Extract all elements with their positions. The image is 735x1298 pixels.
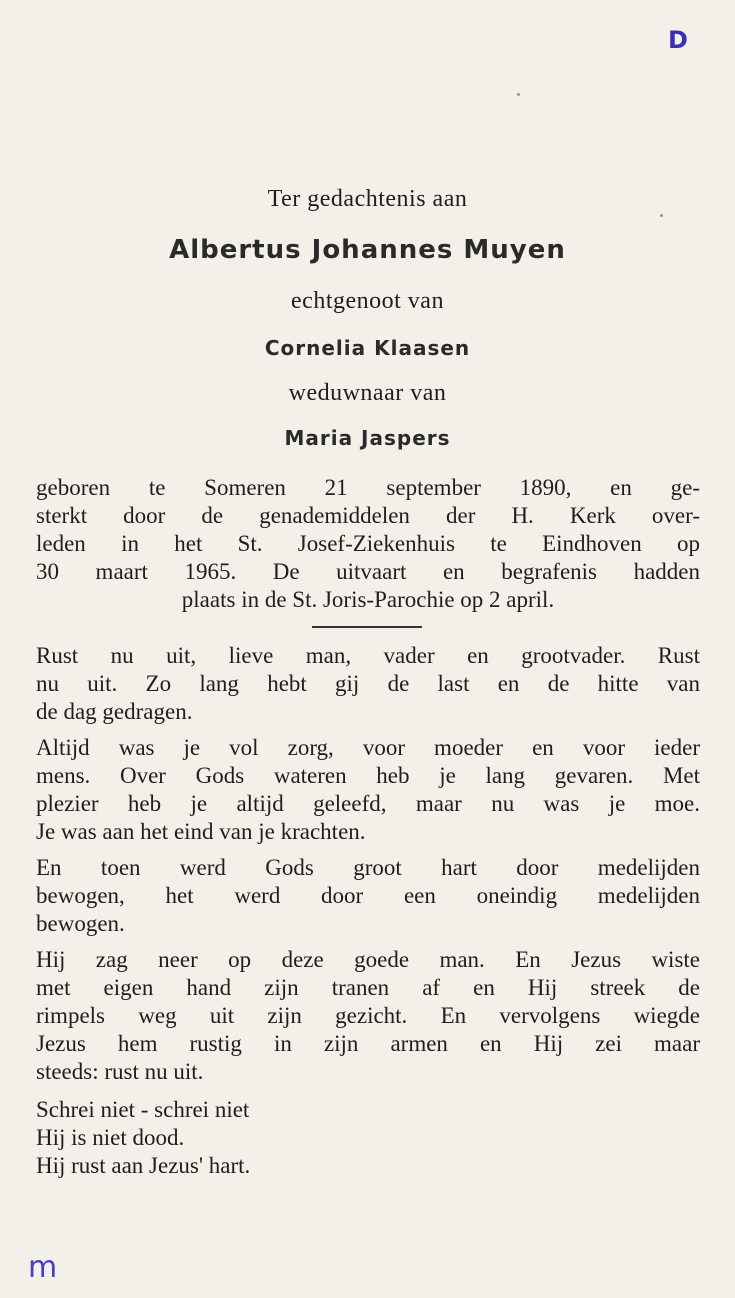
verse-line: plezier heb je altijd geleefd, maar nu was je moe.: [36, 791, 700, 816]
biography: [36, 474, 700, 614]
widower-label: weduwnaar van: [288, 380, 447, 406]
first-wife-name: Maria Jaspers: [284, 426, 451, 450]
verse-line: Rust nu uit, lieve man, vader en grootvader. Rust: [36, 643, 700, 668]
deceased-name: Albertus Johannes Muyen: [169, 235, 566, 265]
verse-line: bewogen, het werd door een oneindig medelijden: [36, 883, 700, 908]
handwritten-mark-bottom: m: [28, 1250, 56, 1285]
verse-paragraph-4: [36, 946, 700, 1086]
biography-line: plaats in de St. Joris-Parochie op 2 april.: [181, 587, 555, 612]
spouse-label: echtgenoot van: [291, 288, 444, 314]
verse-line: Hij zag neer op deze goede man. En Jezus wiste: [36, 947, 700, 972]
verse-line: de dag gedragen.: [36, 699, 193, 724]
biography-line: 30 maart 1965. De uitvaart en begrafenis hadden: [36, 559, 700, 584]
verse-paragraph-1: [36, 642, 700, 726]
paper-speck: [517, 93, 520, 96]
verse-line: Jezus hem rustig in zijn armen en Hij zei maar: [36, 1031, 700, 1056]
verse-line: En toen werd Gods groot hart door medelijden: [36, 855, 700, 880]
verse-line: Je was aan het eind van je krachten.: [36, 819, 366, 844]
biography-line: leden in het St. Josef-Ziekenhuis te Eindhoven op: [36, 531, 700, 556]
verse-line: mens. Over Gods wateren heb je lang gevaren. Met: [36, 763, 700, 788]
intro-text: Ter gedachtenis aan: [267, 186, 468, 212]
divider: [312, 626, 422, 628]
verse-line: rimpels weg uit zijn gezicht. En vervolgens wiegde: [36, 1003, 700, 1028]
closing-line: Schrei niet - schrei niet: [36, 1097, 250, 1122]
closing-verse: [36, 1096, 700, 1180]
verse-line: bewogen.: [36, 911, 125, 936]
verse-line: Altijd was je vol zorg, voor moeder en voor ieder: [36, 735, 700, 760]
closing-line: Hij rust aan Jezus' hart.: [36, 1153, 251, 1178]
biography-line: sterkt door de genademiddelen der H. Kerk over-: [36, 503, 700, 528]
closing-line: Hij is niet dood.: [36, 1125, 185, 1150]
paper-speck: [660, 214, 663, 217]
verse-paragraph-3: [36, 854, 700, 938]
verse-paragraph-2: [36, 734, 700, 846]
verse-line: nu uit. Zo lang hebt gij de last en de hitte van: [36, 671, 700, 696]
spouse-name: Cornelia Klaasen: [264, 336, 471, 360]
handwritten-mark-top: D: [668, 26, 688, 54]
verse-line: met eigen hand zijn tranen af en Hij streek de: [36, 975, 700, 1000]
biography-line: geboren te Someren 21 september 1890, en ge-: [36, 475, 700, 500]
verse-line: steeds: rust nu uit.: [36, 1059, 204, 1084]
